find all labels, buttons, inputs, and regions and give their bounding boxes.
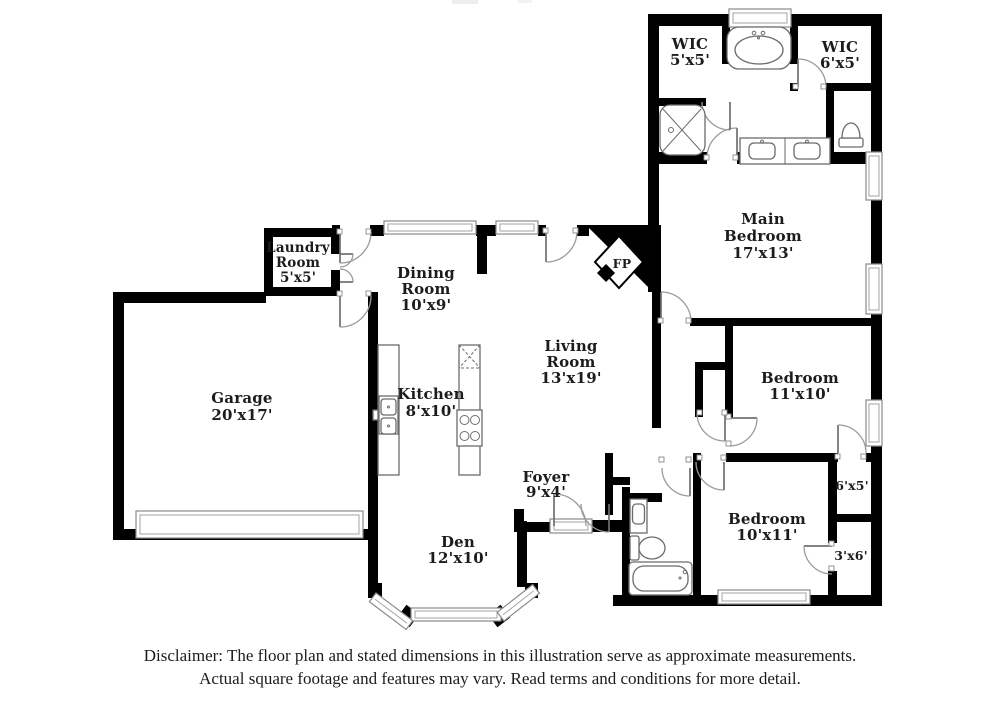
kitchen-dims: 8'x10' — [405, 402, 457, 420]
hall-closet-door — [697, 413, 725, 441]
label-wic-left — [670, 35, 710, 69]
window-dining-2 — [496, 221, 538, 234]
bedroom-upper-dims: 11'x10' — [769, 385, 831, 403]
fireplace-label: FP — [612, 256, 632, 271]
main-bedroom-name: Main — [741, 210, 785, 228]
label-garage — [211, 389, 272, 424]
window-main-bedroom-1 — [866, 152, 882, 200]
den-name: Den — [440, 533, 476, 551]
wic-left-name: WIC — [671, 35, 709, 53]
double-vanity-icon — [740, 138, 830, 164]
bedroom-lower-name: Bedroom — [728, 510, 806, 528]
laundry-name-2: Room — [275, 255, 321, 271]
laundry-dims: 5'x5' — [279, 270, 317, 286]
master-bath-door — [707, 128, 737, 158]
disclaimer — [144, 646, 857, 688]
label-foyer — [523, 468, 571, 501]
sink-icon-hallbath — [630, 499, 647, 533]
dining-name-2: Room — [401, 280, 451, 298]
living-name-2: Room — [546, 353, 596, 371]
living-dims: 13'x19' — [540, 369, 602, 387]
kitchen-name: Kitchen — [397, 385, 465, 403]
closet-upper-dims: 6'x5' — [835, 478, 869, 493]
main-bedroom-dims: 17'x13' — [732, 244, 794, 262]
bathtub-icon-hallbath — [629, 562, 692, 595]
garage-name: Garage — [211, 389, 273, 407]
wic-left-dims: 5'x5' — [669, 51, 711, 69]
garage-dims: 20'x17' — [211, 406, 273, 424]
label-wic-right — [820, 38, 860, 72]
label-bedroom-lower — [728, 510, 806, 544]
stove-icon — [457, 410, 482, 446]
label-kitchen — [397, 385, 465, 420]
window-tub — [729, 9, 791, 27]
disclaimer-line-1: Disclaimer: The floor plan and stated dimensions in this illustration serve as approximate measurements. — [143, 646, 857, 665]
toilet-icon-hallbath — [630, 536, 665, 560]
window-dining-1 — [384, 221, 476, 234]
garage-door — [136, 511, 363, 538]
foyer-name: Foyer — [522, 468, 570, 486]
room-labels — [211, 35, 868, 567]
foyer-dims: 9'x4' — [525, 483, 567, 501]
disclaimer-line-2: Actual square footage and features may vary. Read terms and conditions for more detail. — [199, 669, 801, 688]
wic-right-name: WIC — [821, 38, 859, 56]
back-door — [340, 232, 371, 263]
dining-dims: 10'x9' — [400, 296, 452, 314]
living-name: Living — [544, 337, 598, 355]
laundry-bifold-doors — [340, 254, 353, 282]
label-laundry — [266, 240, 331, 286]
bay-window-right — [497, 585, 539, 621]
closet-lower-dims: 3'x6' — [834, 548, 868, 563]
main-bedroom-name-2: Bedroom — [724, 227, 802, 245]
bay-window-bottom — [411, 608, 501, 621]
doors — [340, 59, 866, 574]
garage-entry-door — [340, 296, 371, 327]
window-bedroom-lower — [718, 590, 810, 604]
wic-right-dims: 6'x5' — [819, 54, 861, 72]
label-den — [427, 533, 488, 567]
label-bedroom-upper — [761, 369, 839, 403]
label-dining — [397, 264, 455, 314]
closet-lower-door — [804, 546, 832, 574]
living-top-door — [546, 231, 577, 262]
label-living — [540, 337, 601, 387]
hall-bath-door — [662, 468, 690, 496]
kitchen-counter-right — [457, 345, 482, 475]
toilet-icon-master — [839, 123, 863, 147]
label-main-bedroom — [724, 210, 802, 262]
window-main-bedroom-2 — [866, 264, 882, 314]
closet-upper-door — [838, 425, 866, 453]
window-bedroom-upper — [866, 400, 882, 446]
wic-left-door — [702, 102, 730, 130]
bedroom-upper-door — [729, 418, 757, 446]
shower-icon — [660, 105, 705, 155]
top-logo-remnant — [452, 0, 532, 4]
master-bedroom-door — [661, 292, 691, 322]
bedroom-lower-dims: 10'x11' — [736, 526, 798, 544]
bedroom-upper-name: Bedroom — [761, 369, 839, 387]
dining-name: Dining — [397, 264, 455, 282]
laundry-name: Laundry — [266, 240, 330, 256]
bathtub-icon — [727, 27, 791, 69]
den-dims: 12'x10' — [427, 549, 489, 567]
